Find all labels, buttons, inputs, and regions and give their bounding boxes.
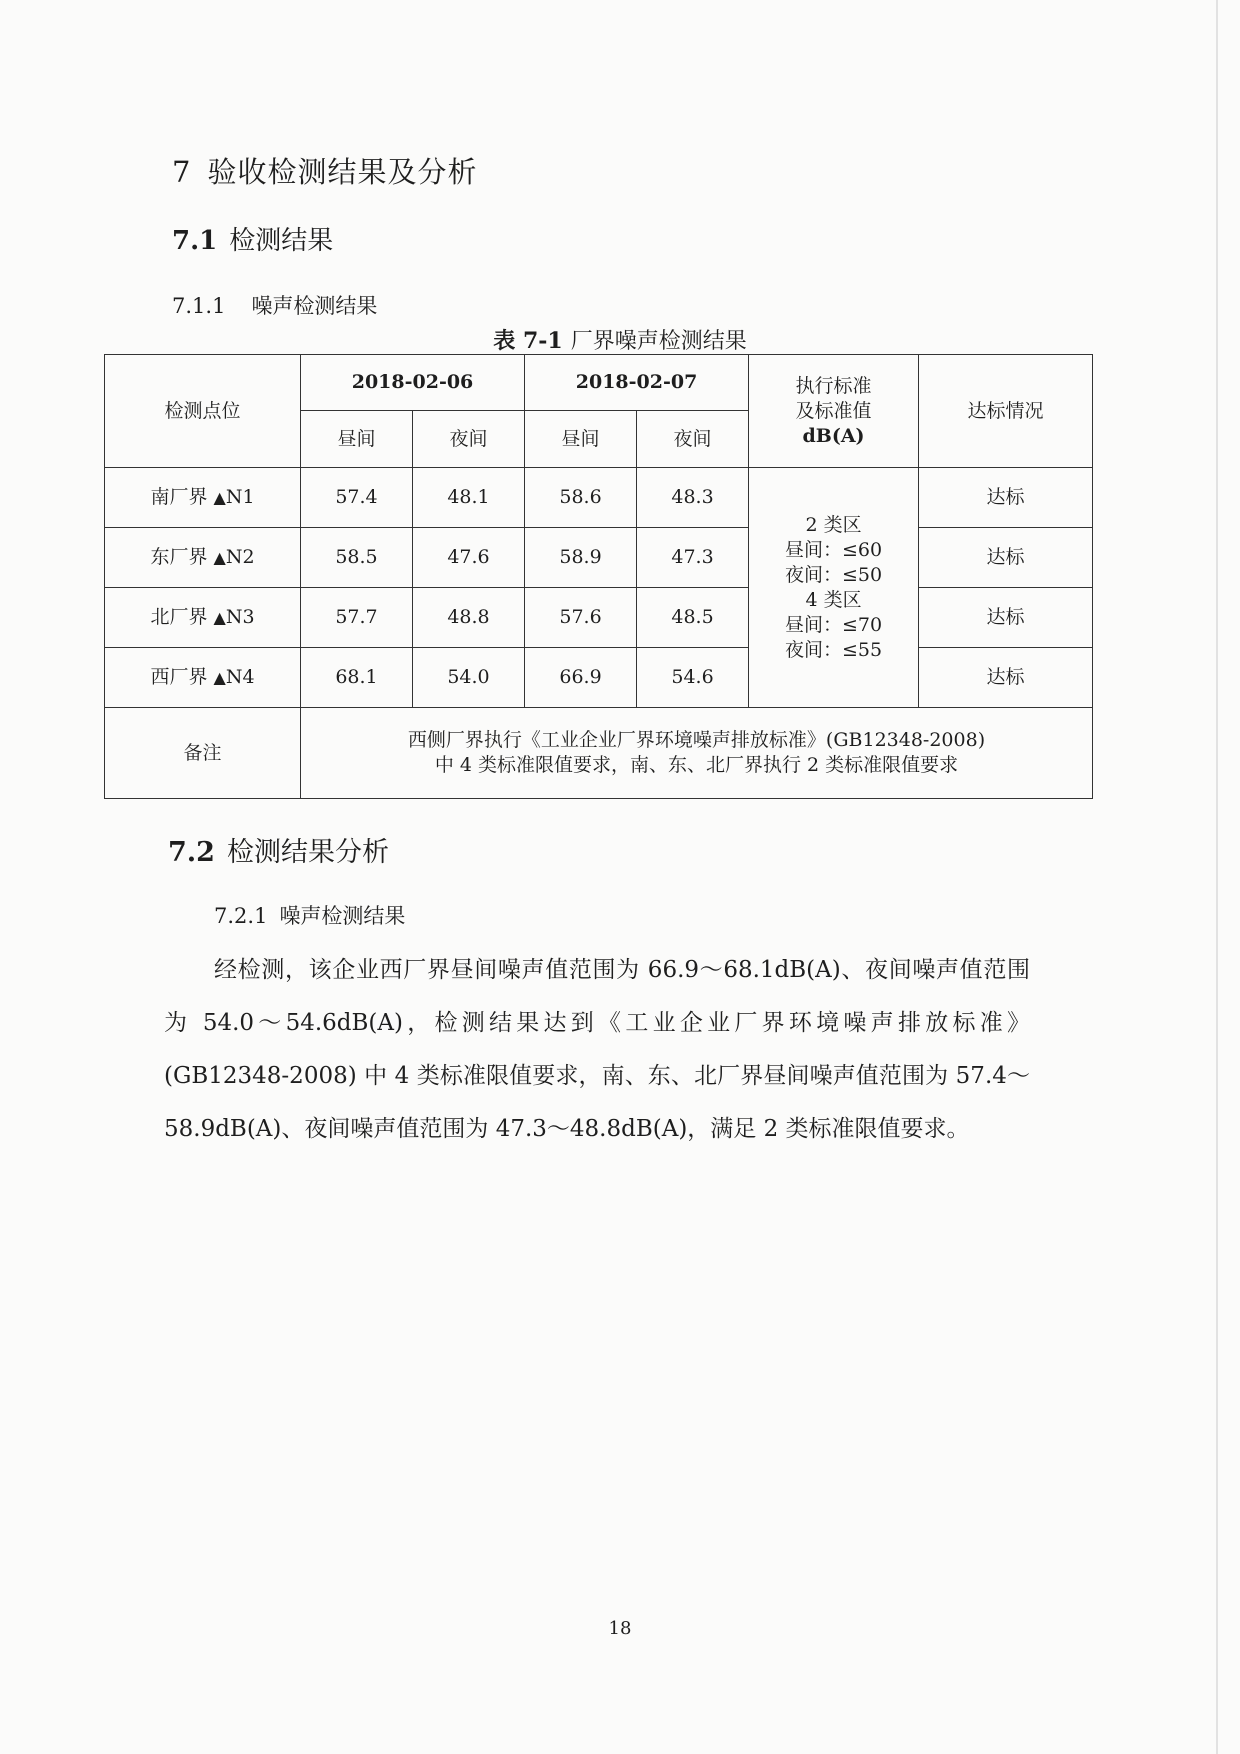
value-cell: 48.3	[637, 468, 749, 528]
page-number: 18	[608, 1618, 632, 1639]
header-standard: 执行标准 及标准值 dB(A)	[749, 355, 919, 468]
header-point: 检测点位	[105, 355, 301, 468]
header-date-2: 2018-02-07	[525, 355, 749, 411]
value-cell: 58.6	[525, 468, 637, 528]
header-day-1: 昼间	[301, 411, 413, 468]
scan-edge-line	[1216, 0, 1218, 1754]
header-day-2: 昼间	[525, 411, 637, 468]
status-cell: 达标	[919, 588, 1093, 648]
value-cell: 57.4	[301, 468, 413, 528]
value-cell: 58.9	[525, 528, 637, 588]
header-night-1: 夜间	[413, 411, 525, 468]
header-status: 达标情况	[919, 355, 1093, 468]
point-cell: 东厂界 ▲N2	[105, 528, 301, 588]
value-cell: 48.1	[413, 468, 525, 528]
table-row	[105, 648, 1093, 708]
value-cell: 47.6	[413, 528, 525, 588]
triangle-marker-icon: ▲	[213, 668, 226, 687]
triangle-marker-icon: ▲	[213, 548, 226, 567]
value-cell: 48.8	[413, 588, 525, 648]
section-7-heading: 7 验收检测结果及分析	[172, 155, 478, 189]
analysis-paragraph: 经检测，该企业西厂界昼间噪声值范围为 66.9～68.1dB(A)、夜间噪声值范围为 54.0～54.6dB(A)，检测结果达到《工业企业厂界环境噪声排放标准》(GB12348-2008) 中 4 类标准限值要求，南、东、北厂界昼间噪声值范围为 57.4～58.9dB(A)、夜间噪声值范围为 47.3～48.8dB(A)，满足 2 类标准限值要求。	[164, 957, 1030, 1142]
standard-values-cell: 2 类区 昼间：≤60 夜间：≤50 4 类区 昼间：≤70 夜间：≤55	[749, 468, 919, 708]
status-cell: 达标	[919, 528, 1093, 588]
table-row	[105, 588, 1093, 648]
value-cell: 47.3	[637, 528, 749, 588]
status-cell: 达标	[919, 648, 1093, 708]
noise-results-table	[104, 354, 1093, 799]
section-7-2-1-heading: 7.2.1 噪声检测结果	[214, 904, 406, 928]
section-7-1-1-heading: 7.1.1 噪声检测结果	[172, 294, 378, 318]
triangle-marker-icon: ▲	[213, 488, 226, 507]
value-cell: 57.7	[301, 588, 413, 648]
header-night-2: 夜间	[637, 411, 749, 468]
value-cell: 54.6	[637, 648, 749, 708]
triangle-marker-icon: ▲	[213, 608, 226, 627]
value-cell: 68.1	[301, 648, 413, 708]
table-row	[105, 528, 1093, 588]
remark-label: 备注	[105, 708, 301, 799]
value-cell: 58.5	[301, 528, 413, 588]
section-7-2-heading: 7.2 检测结果分析	[168, 837, 389, 868]
header-date-1: 2018-02-06	[301, 355, 525, 411]
status-cell: 达标	[919, 468, 1093, 528]
point-cell: 南厂界 ▲N1	[105, 468, 301, 528]
section-7-1-heading: 7.1 检测结果	[172, 226, 334, 256]
table-caption: 表 7-1 厂界噪声检测结果	[493, 328, 747, 354]
remark-text: 西侧厂界执行《工业企业厂界环境噪声排放标准》(GB12348-2008) 中 4 类标准限值要求，南、东、北厂界执行 2 类标准限值要求	[301, 708, 1093, 799]
value-cell: 57.6	[525, 588, 637, 648]
point-cell: 西厂界 ▲N4	[105, 648, 301, 708]
value-cell: 66.9	[525, 648, 637, 708]
value-cell: 48.5	[637, 588, 749, 648]
point-cell: 北厂界 ▲N3	[105, 588, 301, 648]
value-cell: 54.0	[413, 648, 525, 708]
table-row	[105, 468, 1093, 528]
